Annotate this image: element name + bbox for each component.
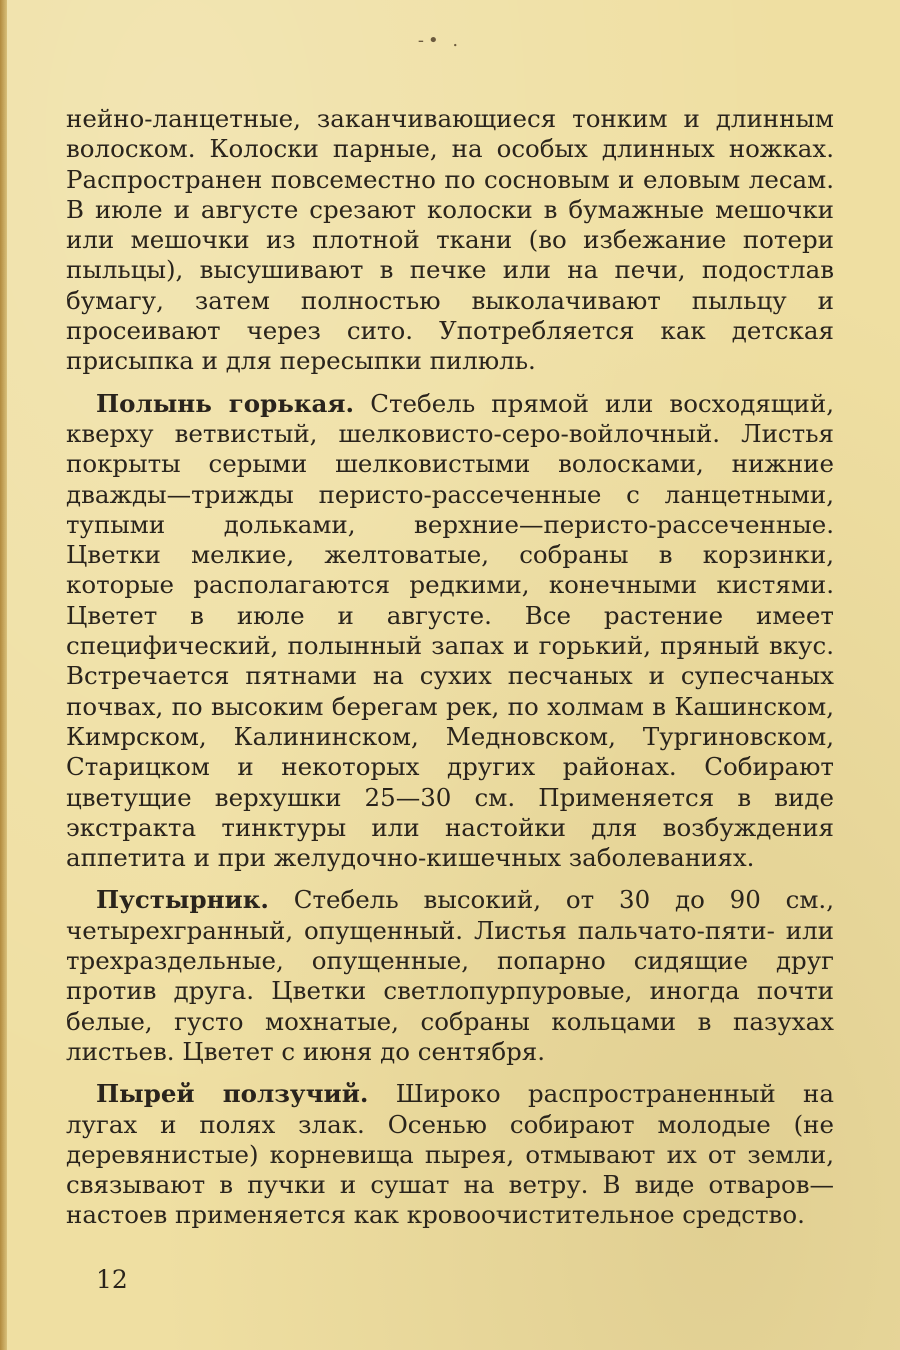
paragraph-lead-term: Пустырник.: [96, 885, 269, 915]
paragraph-continuation: [66, 104, 834, 377]
paragraph-polyn-gorkaya: [66, 389, 834, 874]
page-spine-edge: [0, 0, 7, 1350]
paragraph-pyrey-polzuchiy: [66, 1079, 834, 1230]
paragraph-lead-term: Пырей ползучий.: [96, 1079, 369, 1109]
paragraph-text: Стебель высокий, от 30 до 90 см., четырехгранный, опущенный. Листья пальчато-пяти- или трехраздельные, опущенные, попарно сидящие друг против друга. Цветки светлопурпуровые, иногда почти белые, густо мохнатые, собраны кольцами в пазухах листьев. Цветет с июня до сентября.: [66, 885, 834, 1066]
text-column: [66, 104, 834, 1243]
page-number: 12: [96, 1265, 128, 1294]
paragraph-text: Стебель прямой или восходящий, кверху ветвистый, шелковисто-серо-войлочный. Листья покрыты серыми шелковистыми волосками, нижние дважды—трижды перисто-рассеченные с ланцетными, тупыми дольками, верхние—перисто-рассеченные. Цветки мелкие, желтоватые, собраны в корзинки, которые располагаются редкими, конечными кистями. Цветет в июле и августе. Все растение имеет специфический, полынный запах и горький, пряный вкус. Встречается пятнами на сухих песчаных и супесчаных почвах, по высоким берегам рек, по холмам в Кашинском, Кимрском, Калининском, Медновском, Тургиновском, Старицком и некоторых других районах. Собирают цветущие верхушки 25—30 см. Применяется в виде экстракта тинктуры или настойки для возбуждения аппетита и при желудочно-кишечных заболеваниях.: [66, 388, 835, 873]
paragraph-text: нейно-ланцетные, заканчивающиеся тонким и длинным волоском. Колоски парные, на особых длинных ножках. Распространен повсеместно по сосновым и еловым лесам. В июле и августе срезают колоски в бумажные мешочки или мешочки из плотной ткани (во избежание потери пыльцы), высушивают в печке или на печи, подостлав бумагу, затем полностью выколачивают пыльцу и просеивают через сито. Употребляется как детская присыпка и для пересыпки пилюль.: [66, 104, 834, 376]
paragraph-pustyrnik: [66, 885, 834, 1067]
top-mark: -• .: [417, 30, 463, 51]
paragraph-lead-term: Полынь горькая.: [96, 388, 355, 418]
paragraph-text: Широко распространенный на лугах и полях злак. Осенью собирают молодые (не деревянистые) корневища пырея, отмывают их от земли, связывают в пучки и сушат на ветру. В виде отваров—настоев применяется как кровоочистительное средство.: [66, 1079, 834, 1230]
